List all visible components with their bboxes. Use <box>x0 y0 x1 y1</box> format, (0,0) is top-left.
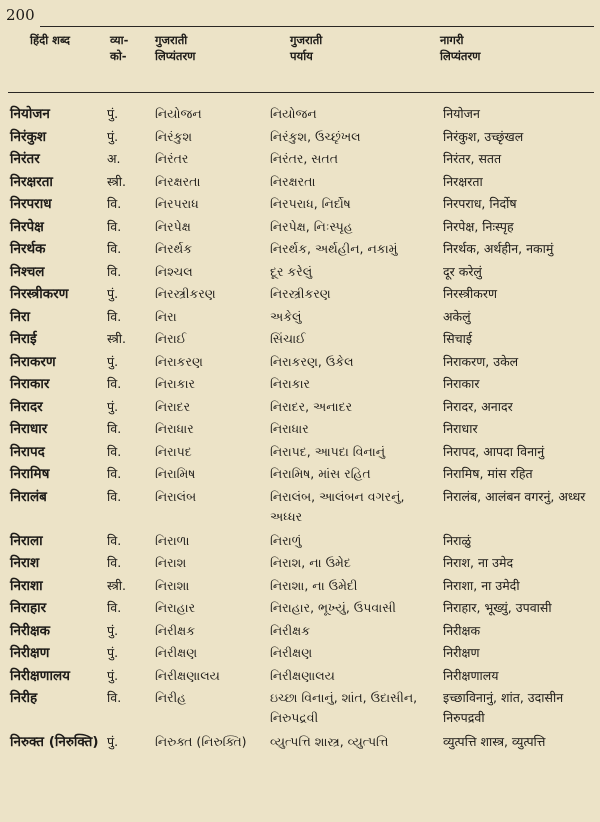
part-of-speech: वि. <box>107 421 122 436</box>
nagari-transliteration: निरालंब, आलंबन वगरनुं, अध्धर <box>443 488 586 504</box>
hindi-word: निरंकुश <box>10 128 47 145</box>
dictionary-row <box>0 397 600 420</box>
dictionary-row <box>0 172 600 195</box>
dictionary-row <box>0 666 600 689</box>
gujarati-synonym: નિરર્થક, અર્થહીન, નકામું <box>270 241 398 256</box>
dictionary-row <box>0 576 600 599</box>
dictionary-row <box>0 688 600 732</box>
nagari-transliteration: निरंकुश, उच्छृंखल <box>443 128 524 144</box>
nagari-transliteration: निरीक्षणालय <box>443 667 499 683</box>
gujarati-synonym: વ્યુત્પત્તિ શાસ્ત્ર, વ્યુત્પત્તિ <box>270 734 389 749</box>
dictionary-row <box>0 307 600 330</box>
nagari-transliteration: निरंतर, सतत <box>443 151 502 166</box>
part-of-speech: वि. <box>107 443 122 459</box>
dictionary-row <box>0 194 600 217</box>
dictionary-row <box>0 598 600 621</box>
gujarati-transliteration: નિરપરાધ <box>155 196 199 211</box>
nagari-transliteration: इच्छाविनानुं, शांत, उदासीन निरुपद्रवी <box>443 690 564 725</box>
dictionary-row <box>0 127 600 150</box>
part-of-speech: अ. <box>107 151 121 166</box>
nagari-transliteration: निराळुं <box>443 532 472 548</box>
hindi-word: निरीक्षक <box>10 622 51 639</box>
nagari-transliteration: निराधार <box>443 421 478 436</box>
gujarati-transliteration: નિરાકાર <box>155 376 196 391</box>
nagari-transliteration: व्युत्पत्ति शास्त्र, व्युत्पत्ति <box>443 734 546 749</box>
gujarati-synonym: નિરપરાધ, નિર્દોષ <box>270 196 351 211</box>
nagari-transliteration: निराशा, ना उमेदी <box>443 577 520 593</box>
gujarati-transliteration: નિરાશ <box>155 555 187 570</box>
gujarati-synonym: નિરક્ષરતા <box>270 173 316 189</box>
dictionary-row <box>0 732 600 776</box>
dictionary-row <box>0 284 600 307</box>
gujarati-transliteration: નિરાઈ <box>155 331 187 346</box>
gujarati-transliteration: નિરંતર <box>155 151 189 166</box>
part-of-speech: पुं. <box>107 667 119 683</box>
dictionary-row <box>0 374 600 397</box>
part-of-speech: वि. <box>107 196 122 211</box>
dictionary-row <box>0 442 600 465</box>
gujarati-synonym: નિરસ્ત્રીકરણ <box>270 286 331 301</box>
hindi-word: निरापद <box>10 443 45 460</box>
hindi-word: नियोजन <box>10 106 50 122</box>
gujarati-transliteration: નિરીક્ષક <box>155 622 196 638</box>
gujarati-synonym: નિરાધાર <box>270 421 309 436</box>
gujarati-transliteration: નિરાળા <box>155 532 190 548</box>
page-number: 200 <box>6 6 35 24</box>
top-rule <box>40 26 594 27</box>
part-of-speech: पुं. <box>107 106 119 121</box>
part-of-speech: वि. <box>107 690 122 705</box>
gujarati-transliteration: નિરા <box>155 308 177 324</box>
part-of-speech: वि. <box>107 466 122 481</box>
hindi-word: निरक्षरता <box>10 173 53 190</box>
gujarati-transliteration: નિરાલંબ <box>155 488 197 504</box>
part-of-speech: वि. <box>107 218 122 234</box>
gujarati-synonym: નિરાકાર <box>270 376 311 391</box>
gujarati-synonym: નિરીક્ષક <box>270 622 311 638</box>
hindi-word: निरीक्षणालय <box>10 667 70 684</box>
gujarati-transliteration: નિરસ્ત્રીકરણ <box>155 286 216 301</box>
gujarati-synonym: નિરામિષ, માંસ રહિત <box>270 466 371 481</box>
header-part-of-speech: व्या- को- <box>110 33 129 63</box>
hindi-word: निराश <box>10 555 40 571</box>
hindi-word: निरपेक्ष <box>10 218 44 235</box>
part-of-speech: स्त्री. <box>107 331 126 346</box>
nagari-transliteration: निराकार <box>443 376 480 391</box>
gujarati-transliteration: નિરક્ષરતા <box>155 173 201 189</box>
nagari-transliteration: निरपेक्ष, निःस्पृह <box>443 218 514 234</box>
hindi-word: निराला <box>10 532 43 549</box>
hindi-word: निरालंब <box>10 488 47 505</box>
nagari-transliteration: निरस्त्रीकरण <box>443 286 498 301</box>
nagari-transliteration: निराहार, भूख्युं, उपवासी <box>443 600 552 615</box>
dictionary-row <box>0 464 600 487</box>
gujarati-transliteration: નિરપેક્ષ <box>155 218 191 234</box>
part-of-speech: स्त्री. <box>107 577 126 593</box>
dictionary-row <box>0 553 600 576</box>
part-of-speech: वि. <box>107 488 122 504</box>
gujarati-synonym: નિરંતર, સતત <box>270 151 338 166</box>
gujarati-synonym: નિરાકરણ, ઉકેલ <box>270 353 354 369</box>
header-gujarati-synonym: गुजराती पर्याय <box>290 33 323 63</box>
gujarati-transliteration: નિરીક્ષણાલય <box>155 667 220 683</box>
dictionary-row <box>0 419 600 442</box>
header-hindi-word: हिंदी शब्द <box>30 33 70 47</box>
gujarati-synonym: ઇચ્છા વિનાનું, શાંત, ઉદાસીન, નિરુપદ્રવી <box>270 690 418 725</box>
header-rule <box>8 92 594 93</box>
dictionary-row <box>0 487 600 531</box>
nagari-transliteration: अकेलुं <box>443 308 471 324</box>
header-nagari-transliteration: नागरी लिप्यंतरण <box>440 33 481 63</box>
nagari-transliteration: निरीक्षण <box>443 645 480 660</box>
nagari-transliteration: सिचाई <box>443 331 473 346</box>
hindi-word: निश्चल <box>10 263 45 280</box>
hindi-word: निरा <box>10 308 31 325</box>
gujarati-synonym: નિરાલંબ, આલંબન વગરનું, અધ્ધર <box>270 488 405 524</box>
gujarati-synonym: નિરાપદ, આપદા વિનાનું <box>270 443 386 459</box>
gujarati-transliteration: નિરીક્ષણ <box>155 645 198 660</box>
nagari-transliteration: निरपराध, निर्दोष <box>443 196 517 211</box>
part-of-speech: वि. <box>107 263 122 279</box>
dictionary-row <box>0 531 600 554</box>
dictionary-row <box>0 149 600 172</box>
nagari-transliteration: निरीक्षक <box>443 622 481 638</box>
part-of-speech: पुं. <box>107 353 119 369</box>
gujarati-transliteration: નિયોજન <box>155 106 202 121</box>
gujarati-synonym: નિરાદર, અનાદર <box>270 398 353 414</box>
hindi-word: निरीह <box>10 690 38 706</box>
part-of-speech: वि. <box>107 600 122 615</box>
gujarati-synonym: નિરાળું <box>270 532 302 548</box>
gujarati-transliteration: નિરાપદ <box>155 443 192 459</box>
nagari-transliteration: दूर करेलुं <box>443 263 482 279</box>
dictionary-row <box>0 217 600 240</box>
part-of-speech: पुं. <box>107 645 119 660</box>
part-of-speech: पुं. <box>107 734 119 749</box>
hindi-word: निरर्थक <box>10 241 46 257</box>
gujarati-synonym: નિરાશ, ના ઉમેદ <box>270 555 351 570</box>
hindi-word: निराकार <box>10 376 50 392</box>
gujarati-synonym: નિયોજન <box>270 106 317 121</box>
gujarati-transliteration: નિરાધાર <box>155 421 194 436</box>
gujarati-synonym: નિરીક્ષણ <box>270 645 313 660</box>
hindi-word: निराहार <box>10 600 47 616</box>
gujarati-synonym: નિરીક્ષણાલય <box>270 667 335 683</box>
header-gujarati-transliteration: गुजराती लिप्यंतरण <box>155 33 196 63</box>
dictionary-row <box>0 239 600 262</box>
dictionary-row <box>0 104 600 127</box>
part-of-speech: पुं. <box>107 398 119 414</box>
gujarati-synonym: નિરંકુશ, ઉચ્છૃંખલ <box>270 128 361 144</box>
dictionary-row <box>0 352 600 375</box>
gujarati-transliteration: નિરુક્ત (નિરુક્તિ) <box>155 734 247 749</box>
hindi-word: निरीक्षण <box>10 645 50 661</box>
part-of-speech: स्त्री. <box>107 173 126 189</box>
part-of-speech: वि. <box>107 376 122 391</box>
gujarati-transliteration: નિરામિષ <box>155 466 196 481</box>
gujarati-transliteration: નિરાહાર <box>155 600 196 615</box>
hindi-word: निरामिष <box>10 466 50 482</box>
gujarati-transliteration: નિરંકુશ <box>155 128 193 144</box>
nagari-transliteration: निरर्थक, अर्थहीन, नकामुं <box>443 241 554 256</box>
dictionary-table <box>0 104 600 776</box>
hindi-word: निराशा <box>10 577 43 594</box>
part-of-speech: वि. <box>107 532 122 548</box>
gujarati-transliteration: નિરાદર <box>155 398 191 414</box>
nagari-transliteration: निराश, ना उमेद <box>443 555 514 570</box>
gujarati-synonym: નિરપેક્ષ, નિઃસ્પૃહ <box>270 218 353 234</box>
dictionary-row <box>0 621 600 644</box>
gujarati-synonym: નિરાહાર, ભૂખ્યું, ઉપવાસી <box>270 600 396 615</box>
gujarati-transliteration: નિરાકરણ <box>155 353 203 369</box>
gujarati-synonym: અકેલું <box>270 308 302 324</box>
nagari-transliteration: निरामिष, मांस रहित <box>443 466 533 481</box>
gujarati-synonym: નિરાશા, ના ઉમેદી <box>270 577 358 593</box>
hindi-word: निरस्त्रीकरण <box>10 286 69 302</box>
dictionary-row <box>0 329 600 352</box>
hindi-word: निराकरण <box>10 353 56 370</box>
nagari-transliteration: निरापद, आपदा विनानुं <box>443 443 545 459</box>
nagari-transliteration: नियोजन <box>443 106 480 121</box>
hindi-word: निरुक्त (निरुक्ति) <box>10 734 99 750</box>
gujarati-transliteration: નિશ્ચલ <box>155 263 193 279</box>
hindi-word: निरादर <box>10 398 43 415</box>
nagari-transliteration: निरक्षरता <box>443 173 483 189</box>
gujarati-synonym: સિંચાઈ <box>270 331 306 346</box>
part-of-speech: पुं. <box>107 622 119 638</box>
part-of-speech: पुं. <box>107 128 119 144</box>
hindi-word: निरपराध <box>10 196 52 212</box>
gujarati-transliteration: નિરાશા <box>155 577 190 593</box>
hindi-word: निराधार <box>10 421 48 437</box>
gujarati-transliteration: નિરીહ <box>155 690 187 705</box>
gujarati-synonym: દૂર કરેલું <box>270 263 313 279</box>
hindi-word: निराई <box>10 331 37 347</box>
part-of-speech: पुं. <box>107 286 119 301</box>
dictionary-row <box>0 643 600 666</box>
part-of-speech: वि. <box>107 555 122 570</box>
hindi-word: निरंतर <box>10 151 40 167</box>
part-of-speech: वि. <box>107 308 122 324</box>
gujarati-transliteration: નિરર્થક <box>155 241 193 256</box>
dictionary-row <box>0 262 600 285</box>
nagari-transliteration: निराकरण, उकेल <box>443 353 519 369</box>
nagari-transliteration: निरादर, अनादर <box>443 398 513 414</box>
part-of-speech: वि. <box>107 241 122 256</box>
